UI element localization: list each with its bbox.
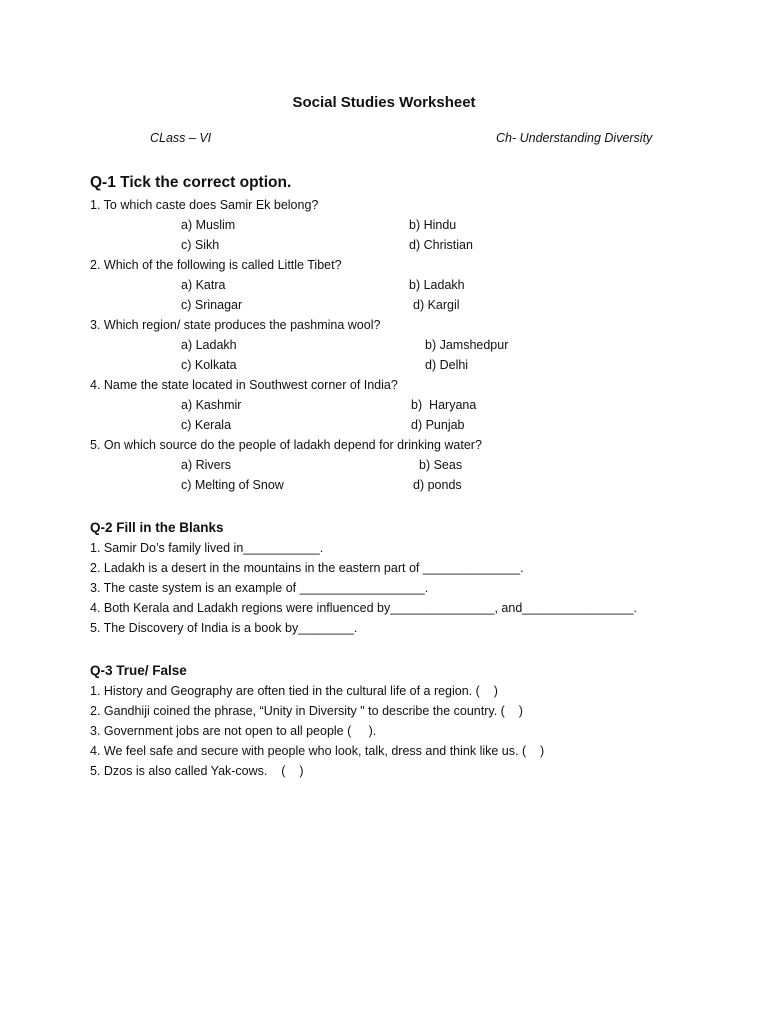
q1-question-5: 5. On which source do the people of ladakh depend for drinking water? (90, 438, 482, 452)
q2-item-1: 1. Samir Do’s family lived in___________. (90, 541, 324, 555)
q1-q2-option-d: d) Kargil (413, 298, 460, 312)
q3-item-3: 3. Government jobs are not open to all people ( ). (90, 724, 377, 738)
chapter-label: Ch- Understanding Diversity (496, 131, 653, 145)
q1-q2-option-b: b) Ladakh (409, 278, 465, 292)
q3-item-2: 2. Gandhiji coined the phrase, “Unity in Diversity " to describe the country. ( ) (90, 704, 523, 718)
q1-q2-option-c: c) Srinagar (181, 298, 243, 312)
q1-question-4: 4. Name the state located in Southwest corner of India? (90, 378, 398, 392)
q1-q5-option-d: d) ponds (413, 478, 462, 492)
q3-item-5: 5. Dzos is also called Yak-cows. ( ) (90, 764, 304, 778)
q1-q4-option-a: a) Kashmir (181, 398, 242, 412)
q1-heading: Q-1 Tick the correct option. (90, 174, 292, 191)
q2-item-4: 4. Both Kerala and Ladakh regions were influenced by_______________, and________________. (90, 601, 637, 615)
q1-q4-option-c: c) Kerala (181, 418, 232, 432)
q1-question-2: 2. Which of the following is called Little Tibet? (90, 258, 342, 272)
q1-question-3: 3. Which region/ state produces the pashmina wool? (90, 318, 381, 332)
q2-item-3: 3. The caste system is an example of __________________. (90, 581, 429, 595)
q1-q2-option-a: a) Katra (181, 278, 226, 292)
q1-q1-option-a: a) Muslim (181, 218, 236, 232)
q1-q1-option-c: c) Sikh (181, 238, 220, 252)
q1-q3-option-d: d) Delhi (425, 358, 469, 372)
q1-q4-option-b: b) Haryana (411, 398, 477, 412)
q1-q3-option-c: c) Kolkata (181, 358, 237, 372)
class-label: CLass – VI (150, 131, 212, 145)
q3-item-4: 4. We feel safe and secure with people who look, talk, dress and think like us. ( ) (90, 744, 545, 758)
page-title: Social Studies Worksheet (292, 94, 476, 111)
q1-q3-option-b: b) Jamshedpur (425, 338, 509, 352)
q1-q5-option-a: a) Rivers (181, 458, 232, 472)
q1-q4-option-d: d) Punjab (411, 418, 465, 432)
q1-question-1: 1. To which caste does Samir Ek belong? (90, 198, 319, 212)
q1-q5-option-c: c) Melting of Snow (181, 478, 284, 492)
q2-item-5: 5. The Discovery of India is a book by________. (90, 621, 358, 635)
q2-item-2: 2. Ladakh is a desert in the mountains in the eastern part of ______________. (90, 561, 524, 575)
q2-heading: Q-2 Fill in the Blanks (90, 520, 224, 535)
q1-q5-option-b: b) Seas (419, 458, 463, 472)
q1-q1-option-d: d) Christian (409, 238, 473, 252)
q3-item-1: 1. History and Geography are often tied in the cultural life of a region. ( ) (90, 684, 498, 698)
q1-q3-option-a: a) Ladakh (181, 338, 237, 352)
q1-q1-option-b: b) Hindu (409, 218, 457, 232)
q3-heading: Q-3 True/ False (90, 663, 187, 678)
